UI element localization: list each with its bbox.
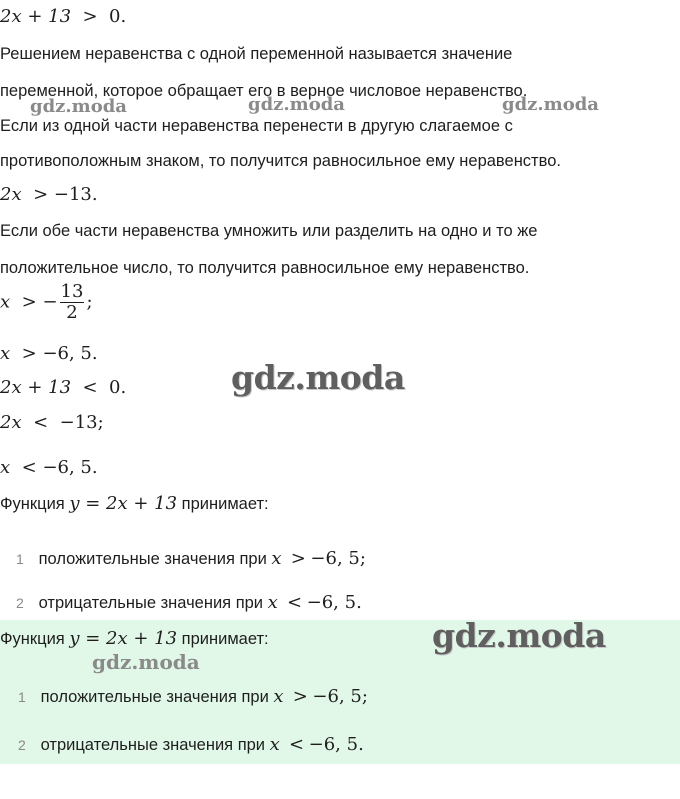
eq-lhs: 2x: [0, 184, 22, 205]
eq-lhs: 2x + 13: [0, 6, 72, 27]
paragraph-line: Решением неравенства с одной переменной называется значение: [0, 45, 513, 63]
function-prefix: Функция: [0, 495, 65, 513]
watermark: gdz.moda: [432, 616, 606, 655]
list-rel: <: [286, 592, 303, 613]
equation-2: [0, 184, 98, 205]
list-number: 2: [16, 595, 24, 611]
list-item: [16, 548, 366, 569]
eq-rel: >: [33, 184, 49, 205]
list-var: x: [271, 548, 282, 569]
list-val: −6, 5;: [310, 548, 366, 569]
eq-rel: >: [21, 291, 37, 313]
watermark: gdz.moda: [30, 96, 127, 117]
watermark: gdz.moda: [231, 358, 405, 397]
list-var: x: [269, 734, 280, 755]
eq-rhs: −13;: [59, 412, 104, 433]
eq-rel: >: [82, 6, 98, 27]
answer-prefix: Функция: [0, 630, 65, 648]
eq-rel: <: [33, 412, 49, 433]
list-rel: >: [292, 686, 308, 707]
eq-sign: −: [42, 291, 58, 313]
function-suffix: принимает:: [181, 495, 269, 513]
eq-lhs: x: [0, 291, 11, 313]
eq-rel: <: [82, 377, 98, 398]
eq-lhs: x: [0, 457, 11, 478]
function-formula: y = 2x + 13: [69, 493, 178, 514]
eq-lhs: 2x: [0, 412, 22, 433]
equation-5: [0, 377, 126, 398]
list-var: x: [267, 592, 278, 613]
list-text: положительные значения при: [38, 550, 267, 568]
list-text: положительные значения при: [40, 688, 269, 706]
answer-list-item: [18, 686, 368, 707]
paragraph-line: противоположным знаком, то получится равносильное ему неравенство.: [0, 152, 561, 170]
eq-lhs: 2x + 13: [0, 377, 72, 398]
eq-tail: ;: [86, 291, 93, 313]
answer-list-item: [18, 734, 364, 755]
list-item: [16, 592, 362, 613]
fraction-numerator: 13: [60, 281, 84, 302]
fraction-denominator: 2: [66, 302, 78, 323]
paragraph-line: Если из одной части неравенства перенести в другую слагаемое с: [0, 117, 513, 135]
eq-rhs: 0.: [109, 377, 127, 398]
fraction: [60, 282, 85, 323]
eq-rel: <: [21, 457, 37, 478]
list-val: −6, 5;: [312, 686, 368, 707]
eq-rhs: −6, 5.: [42, 343, 98, 364]
list-rel: >: [290, 548, 306, 569]
list-var: x: [273, 686, 284, 707]
watermark: gdz.moda: [248, 94, 345, 115]
list-number: 2: [18, 737, 26, 753]
paragraph-line: переменной, которое обращает его в верное числовое неравенство.: [0, 82, 528, 100]
eq-rel: >: [21, 343, 37, 364]
eq-rhs: −13.: [53, 184, 98, 205]
equation-6: [0, 412, 104, 433]
eq-lhs: x: [0, 343, 11, 364]
eq-rhs: −6, 5.: [42, 457, 98, 478]
list-val: −6, 5.: [308, 734, 364, 755]
answer-intro: [0, 628, 269, 649]
list-number: 1: [16, 551, 24, 567]
answer-formula: y = 2x + 13: [69, 628, 178, 649]
function-intro: [0, 493, 269, 514]
equation-1: [0, 6, 126, 27]
list-val: −6, 5.: [306, 592, 362, 613]
list-text: отрицательные значения при: [38, 594, 264, 612]
watermark: gdz.moda: [92, 650, 200, 674]
eq-rhs: 0.: [109, 6, 127, 27]
list-rel: <: [288, 734, 305, 755]
equation-4: [0, 343, 98, 364]
list-text: отрицательные значения при: [40, 736, 266, 754]
list-number: 1: [18, 689, 26, 705]
equation-7: [0, 457, 98, 478]
paragraph-line: положительное число, то получится равносильное ему неравенство.: [0, 259, 530, 277]
paragraph-line: Если обе части неравенства умножить или разделить на одно и то же: [0, 222, 538, 240]
answer-suffix: принимает:: [181, 630, 269, 648]
equation-3: [0, 282, 93, 323]
watermark: gdz.moda: [502, 94, 599, 115]
